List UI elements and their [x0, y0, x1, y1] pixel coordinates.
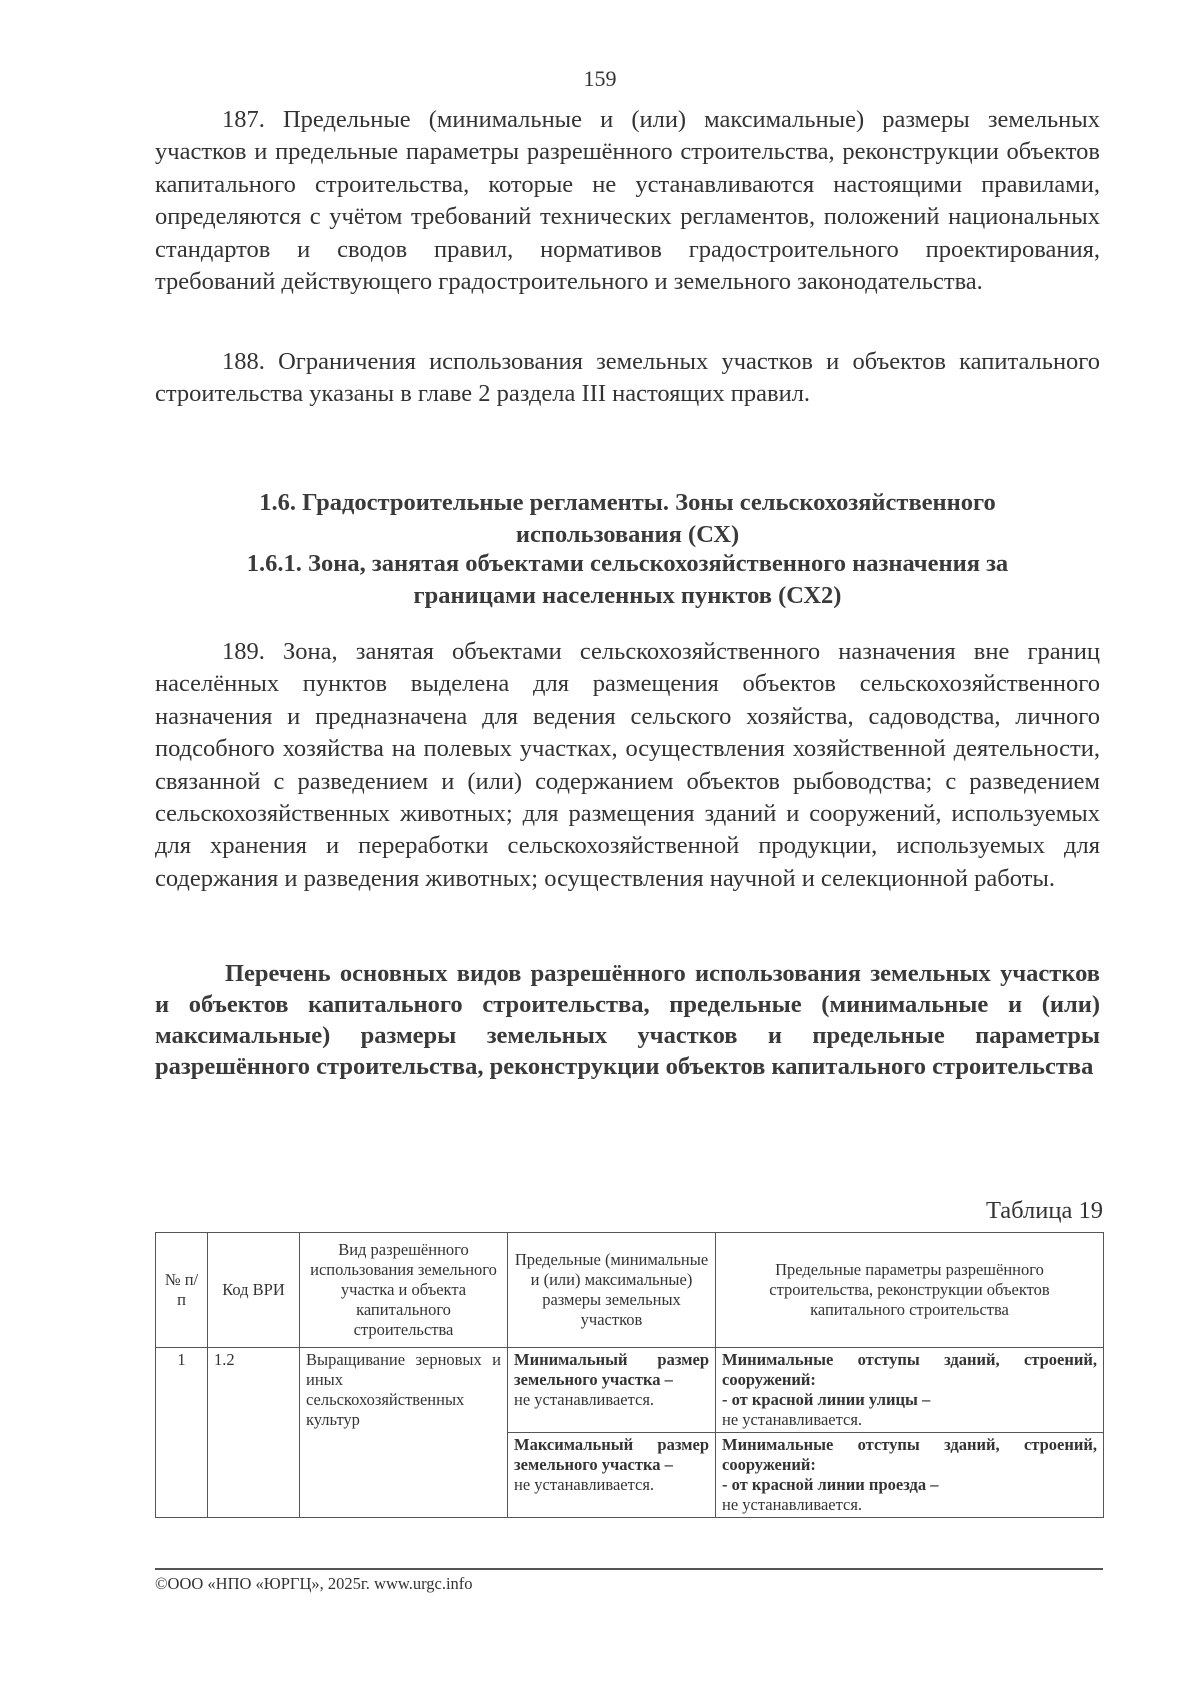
section-heading-1-6-line1: 1.6. Градостроительные регламенты. Зоны сельскохозяйственного	[259, 489, 996, 516]
param1-label: Минимальные отступы зданий, строений, сооружений:	[722, 1350, 1097, 1389]
cell-num: 1	[156, 1348, 208, 1518]
paragraph-187: 187. Предельные (минимальные и (или) максимальные) размеры земельных участков и предельные параметры разрешённого строительства, реконструкции объектов капитального строительства, которые не устанавливаются настоящими правилами, определяются с учётом требований технических регламентов, положений национальных стандартов и сводов правил, нормативов градостроительного проектирования, требований действующего градостроительного и земельного законодательства.	[155, 106, 1100, 296]
paragraph-189: 189. Зона, занятая объектами сельскохозяйственного назначения вне границ населённых пунктов выделена для размещения объектов сельскохозяйственного назначения и предназначена для ведения сельского хозяйства, садоводства, личного подсобного хозяйства на полевых участках, осуществления хозяйственной деятельности, связанной с разведением и (или) содержанием объектов рыбоводства; с разведением сельскохозяйственных животных; для размещения зданий и сооружений, используемых для хранения и переработки сельскохозяйственной продукции, используемых для содержания и разведения животных; осуществления научной и селекционной работы.	[155, 638, 1100, 892]
min-size-value: не устанавливается.	[514, 1390, 655, 1409]
table-header-row	[156, 1233, 1104, 1348]
header-params: Предельные параметры разрешённого строительства, реконструкции объектов капитального строительства	[716, 1233, 1104, 1348]
param1-item: - от красной линии улицы –	[722, 1390, 931, 1409]
zone-table	[155, 1232, 1104, 1518]
footer-rule	[155, 1568, 1103, 1570]
param2-value: не устанавливается.	[722, 1495, 863, 1514]
header-kind: Вид разрешённого использования земельного участка и объекта капитального строительства	[300, 1233, 508, 1348]
max-size-label: Максимальный размер земельного участка –	[514, 1435, 709, 1474]
max-size-value: не устанавливается.	[514, 1475, 655, 1494]
cell-code: 1.2	[208, 1348, 300, 1518]
section-heading-1-6-line2: использования (СХ)	[515, 521, 740, 548]
header-sizes: Предельные (минимальные и (или) максимальные) размеры земельных участков	[508, 1233, 716, 1348]
min-size-label: Минимальный размер земельного участка –	[514, 1350, 709, 1389]
page-number: 159	[583, 66, 617, 91]
section-heading-1-6-1	[155, 548, 1100, 612]
param1-value: не устанавливается.	[722, 1410, 863, 1429]
list-title	[155, 958, 1100, 1082]
list-title-text: Перечень основных видов разрешённого использования земельных участков и объектов капитального строительства, предельные (минимальные и (или) максимальные) размеры земельных участков и предельные параметры разрешённого строительства, реконструкции объектов капитального строительства	[155, 960, 1100, 1080]
paragraph-188: 188. Ограничения использования земельных участков и объектов капитального строительства указаны в главе 2 раздела III настоящих правил.	[155, 348, 1100, 408]
cell-min-size	[508, 1348, 716, 1433]
cell-max-size	[508, 1433, 716, 1518]
section-heading-1-6-1-line2: границами населенных пунктов (СХ2)	[413, 582, 842, 609]
footer-copyright: ©ООО «НПО «ЮРГЦ», 2025г. www.urgc.info	[155, 1574, 473, 1593]
cell-kind: Выращивание зерновых и иных сельскохозяйственных культур	[300, 1348, 508, 1518]
header-num: № п/п	[156, 1233, 208, 1348]
header-code: Код ВРИ	[208, 1233, 300, 1348]
param2-label: Минимальные отступы зданий, строений, сооружений:	[722, 1435, 1097, 1474]
table-row	[156, 1348, 1104, 1433]
cell-param-2	[716, 1433, 1104, 1518]
section-heading-1-6-1-line1: 1.6.1. Зона, занятая объектами сельскохозяйственного назначения за	[246, 550, 1009, 577]
table-caption: Таблица 19	[985, 1197, 1103, 1224]
section-heading-1-6	[155, 487, 1100, 551]
cell-param-1	[716, 1348, 1104, 1433]
param2-item: - от красной линии проезда –	[722, 1475, 939, 1494]
